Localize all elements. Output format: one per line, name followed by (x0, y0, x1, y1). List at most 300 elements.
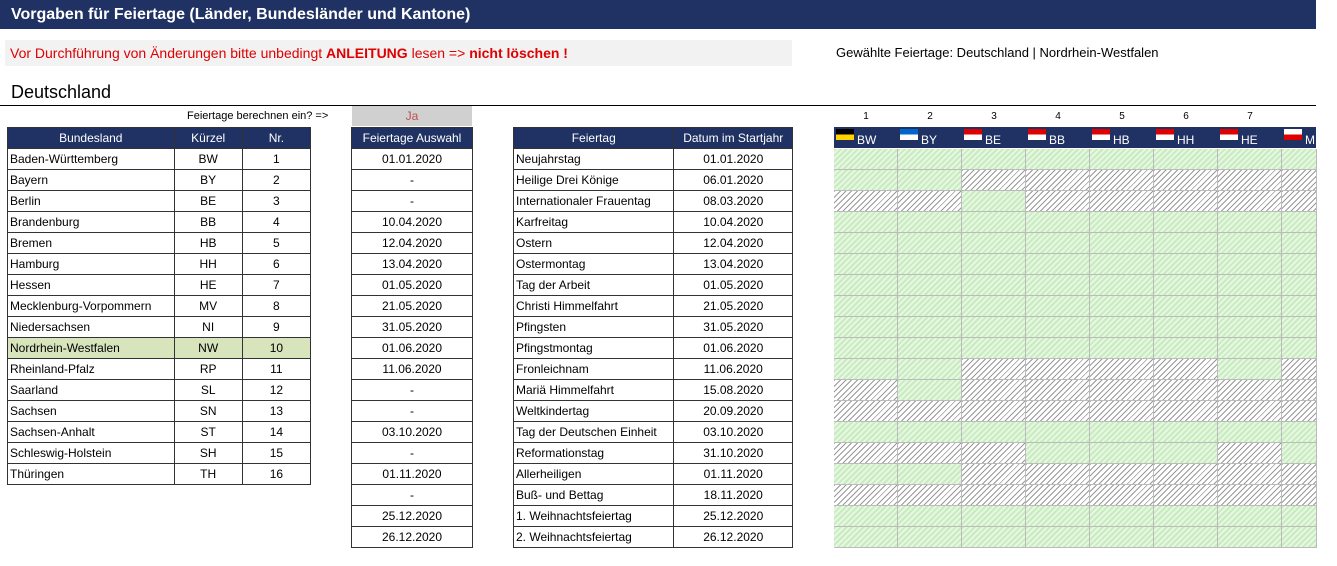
holiday-row[interactable] (514, 254, 793, 275)
matrix-col-header[interactable] (1282, 127, 1337, 148)
holiday-name[interactable]: Christi Himmelfahrt (514, 296, 674, 317)
state-row[interactable] (8, 149, 311, 170)
matrix-cell[interactable] (1090, 506, 1154, 527)
matrix-cell[interactable] (1218, 149, 1282, 170)
matrix-cell[interactable] (962, 317, 1026, 338)
matrix-cell[interactable] (1154, 212, 1218, 233)
matrix-col-header[interactable] (1218, 127, 1282, 148)
state-name[interactable]: Schleswig-Holstein (8, 443, 175, 464)
matrix-cell[interactable] (1026, 191, 1090, 212)
selection-row[interactable] (352, 506, 473, 527)
holiday-date[interactable]: 31.10.2020 (674, 443, 793, 464)
matrix-cell[interactable] (1282, 401, 1317, 422)
matrix-cell[interactable] (1218, 359, 1282, 380)
holiday-name[interactable]: Allerheiligen (514, 464, 674, 485)
matrix-cell[interactable] (962, 212, 1026, 233)
matrix-cell[interactable] (1154, 506, 1218, 527)
matrix-cell[interactable] (1026, 275, 1090, 296)
holiday-date[interactable]: 26.12.2020 (674, 527, 793, 548)
selection-row[interactable] (352, 422, 473, 443)
state-code[interactable]: ST (174, 422, 242, 443)
matrix-cell[interactable] (1218, 170, 1282, 191)
matrix-cell[interactable] (898, 149, 962, 170)
matrix-cell[interactable] (1154, 422, 1218, 443)
matrix-cell[interactable] (898, 443, 962, 464)
matrix-cell[interactable] (1218, 233, 1282, 254)
holiday-row[interactable] (514, 380, 793, 401)
selection-cell[interactable]: 26.12.2020 (352, 527, 473, 548)
matrix-cell[interactable] (834, 338, 898, 359)
selection-cell[interactable]: 10.04.2020 (352, 212, 473, 233)
matrix-cell[interactable] (1154, 170, 1218, 191)
holiday-date[interactable]: 12.04.2020 (674, 233, 793, 254)
selection-cell[interactable]: 11.06.2020 (352, 359, 473, 380)
matrix-cell[interactable] (962, 359, 1026, 380)
matrix-cell[interactable] (898, 464, 962, 485)
holiday-row[interactable] (514, 149, 793, 170)
holiday-date[interactable]: 15.08.2020 (674, 380, 793, 401)
matrix-cell[interactable] (898, 254, 962, 275)
state-nr[interactable]: 4 (242, 212, 310, 233)
matrix-cell[interactable] (1090, 443, 1154, 464)
matrix-cell[interactable] (898, 233, 962, 254)
state-nr[interactable]: 1 (242, 149, 310, 170)
selection-cell[interactable]: - (352, 485, 473, 506)
matrix-cell[interactable] (1090, 527, 1154, 548)
holiday-row[interactable] (514, 338, 793, 359)
compute-value-cell[interactable]: Ja (352, 106, 472, 126)
selection-cell[interactable]: 31.05.2020 (352, 317, 473, 338)
state-code[interactable]: BE (174, 191, 242, 212)
matrix-cell[interactable] (1154, 233, 1218, 254)
holiday-name[interactable]: Karfreitag (514, 212, 674, 233)
matrix-cell[interactable] (1090, 149, 1154, 170)
matrix-cell[interactable] (1282, 485, 1317, 506)
col-header-feiertag[interactable]: Feiertag (514, 128, 674, 149)
selection-row[interactable] (352, 149, 473, 170)
selection-row[interactable] (352, 401, 473, 422)
matrix-cell[interactable] (1282, 359, 1317, 380)
holiday-date[interactable]: 08.03.2020 (674, 191, 793, 212)
matrix-cell[interactable] (834, 149, 898, 170)
state-code[interactable]: SN (174, 401, 242, 422)
selection-cell[interactable]: - (352, 443, 473, 464)
holiday-date[interactable]: 25.12.2020 (674, 506, 793, 527)
selection-cell[interactable]: 03.10.2020 (352, 422, 473, 443)
state-name[interactable]: Bremen (8, 233, 175, 254)
matrix-cell[interactable] (1026, 527, 1090, 548)
selection-row[interactable] (352, 338, 473, 359)
selection-row[interactable] (352, 191, 473, 212)
matrix-cell[interactable] (1090, 380, 1154, 401)
matrix-cell[interactable] (1282, 443, 1317, 464)
holiday-date[interactable]: 03.10.2020 (674, 422, 793, 443)
matrix-cell[interactable] (1218, 506, 1282, 527)
holiday-row[interactable] (514, 506, 793, 527)
matrix-cell[interactable] (1282, 317, 1317, 338)
matrix-cell[interactable] (962, 275, 1026, 296)
holiday-date[interactable]: 18.11.2020 (674, 485, 793, 506)
matrix-cell[interactable] (962, 506, 1026, 527)
holiday-row[interactable] (514, 170, 793, 191)
state-name[interactable]: Saarland (8, 380, 175, 401)
holiday-name[interactable]: Heilige Drei Könige (514, 170, 674, 191)
matrix-cell[interactable] (1218, 254, 1282, 275)
holiday-name[interactable]: Pfingstmontag (514, 338, 674, 359)
matrix-cell[interactable] (898, 170, 962, 191)
matrix-cell[interactable] (1282, 254, 1317, 275)
state-nr[interactable]: 11 (242, 359, 310, 380)
matrix-cell[interactable] (898, 296, 962, 317)
matrix-cell[interactable] (1154, 527, 1218, 548)
matrix-cell[interactable] (1090, 191, 1154, 212)
holiday-row[interactable] (514, 233, 793, 254)
matrix-cell[interactable] (962, 296, 1026, 317)
matrix-cell[interactable] (962, 443, 1026, 464)
col-header-kuerzel[interactable]: Kürzel (174, 128, 242, 149)
selection-row[interactable] (352, 527, 473, 548)
selection-cell[interactable]: - (352, 170, 473, 191)
matrix-cell[interactable] (834, 254, 898, 275)
matrix-cell[interactable] (834, 422, 898, 443)
matrix-cell[interactable] (1026, 380, 1090, 401)
matrix-cell[interactable] (834, 191, 898, 212)
state-nr[interactable]: 14 (242, 422, 310, 443)
matrix-cell[interactable] (834, 296, 898, 317)
matrix-cell[interactable] (962, 485, 1026, 506)
holiday-row[interactable] (514, 401, 793, 422)
matrix-cell[interactable] (834, 317, 898, 338)
matrix-cell[interactable] (962, 401, 1026, 422)
matrix-col-header[interactable] (1026, 127, 1090, 148)
state-code[interactable]: SL (174, 380, 242, 401)
matrix-cell[interactable] (1090, 212, 1154, 233)
matrix-cell[interactable] (1282, 191, 1317, 212)
selection-row[interactable] (352, 212, 473, 233)
matrix-cell[interactable] (1218, 464, 1282, 485)
matrix-cell[interactable] (1026, 170, 1090, 191)
matrix-cell[interactable] (898, 359, 962, 380)
holiday-name[interactable]: 2. Weihnachtsfeiertag (514, 527, 674, 548)
matrix-cell[interactable] (834, 506, 898, 527)
selection-row[interactable] (352, 359, 473, 380)
selection-cell[interactable]: 01.01.2020 (352, 149, 473, 170)
matrix-cell[interactable] (1218, 485, 1282, 506)
matrix-cell[interactable] (1154, 380, 1218, 401)
selection-cell[interactable]: 13.04.2020 (352, 254, 473, 275)
matrix-cell[interactable] (898, 338, 962, 359)
matrix-cell[interactable] (962, 170, 1026, 191)
matrix-cell[interactable] (1218, 338, 1282, 359)
matrix-cell[interactable] (1026, 212, 1090, 233)
matrix-cell[interactable] (1090, 401, 1154, 422)
state-code[interactable]: BB (174, 212, 242, 233)
holiday-date[interactable]: 20.09.2020 (674, 401, 793, 422)
state-row[interactable] (8, 443, 311, 464)
selection-row[interactable] (352, 275, 473, 296)
state-nr[interactable]: 13 (242, 401, 310, 422)
selection-cell[interactable]: 01.06.2020 (352, 338, 473, 359)
matrix-cell[interactable] (898, 212, 962, 233)
matrix-cell[interactable] (1154, 191, 1218, 212)
matrix-cell[interactable] (898, 422, 962, 443)
selection-cell[interactable]: 25.12.2020 (352, 506, 473, 527)
state-row[interactable] (8, 170, 311, 191)
selection-row[interactable] (352, 485, 473, 506)
matrix-cell[interactable] (1154, 254, 1218, 275)
holiday-name[interactable]: Mariä Himmelfahrt (514, 380, 674, 401)
matrix-cell[interactable] (1026, 317, 1090, 338)
matrix-cell[interactable] (962, 149, 1026, 170)
matrix-cell[interactable] (1090, 233, 1154, 254)
matrix-cell[interactable] (1154, 485, 1218, 506)
matrix-cell[interactable] (1218, 422, 1282, 443)
matrix-cell[interactable] (1154, 359, 1218, 380)
state-code[interactable]: MV (174, 296, 242, 317)
selection-row[interactable] (352, 464, 473, 485)
state-row[interactable] (8, 338, 311, 359)
matrix-cell[interactable] (1218, 443, 1282, 464)
state-code[interactable]: SH (174, 443, 242, 464)
matrix-cell[interactable] (1154, 464, 1218, 485)
holiday-date[interactable]: 21.05.2020 (674, 296, 793, 317)
state-code[interactable]: HE (174, 275, 242, 296)
matrix-cell[interactable] (1154, 401, 1218, 422)
state-row[interactable] (8, 422, 311, 443)
holiday-name[interactable]: Ostermontag (514, 254, 674, 275)
holiday-name[interactable]: 1. Weihnachtsfeiertag (514, 506, 674, 527)
matrix-cell[interactable] (1026, 401, 1090, 422)
selection-cell[interactable]: 12.04.2020 (352, 233, 473, 254)
matrix-cell[interactable] (834, 380, 898, 401)
state-row[interactable] (8, 275, 311, 296)
state-name[interactable]: Hessen (8, 275, 175, 296)
matrix-cell[interactable] (898, 275, 962, 296)
holiday-date[interactable]: 13.04.2020 (674, 254, 793, 275)
matrix-cell[interactable] (1282, 296, 1317, 317)
matrix-col-header[interactable] (1154, 127, 1218, 148)
state-code[interactable]: HB (174, 233, 242, 254)
matrix-cell[interactable] (834, 212, 898, 233)
matrix-cell[interactable] (1218, 296, 1282, 317)
matrix-cell[interactable] (1026, 464, 1090, 485)
state-row[interactable] (8, 296, 311, 317)
col-header-nr[interactable]: Nr. (242, 128, 310, 149)
holiday-name[interactable]: Buß- und Bettag (514, 485, 674, 506)
matrix-cell[interactable] (1282, 338, 1317, 359)
matrix-cell[interactable] (1218, 380, 1282, 401)
state-code[interactable]: BY (174, 170, 242, 191)
selection-row[interactable] (352, 443, 473, 464)
state-name[interactable]: Rheinland-Pfalz (8, 359, 175, 380)
state-row[interactable] (8, 212, 311, 233)
holiday-row[interactable] (514, 359, 793, 380)
matrix-cell[interactable] (1282, 275, 1317, 296)
state-code[interactable]: NI (174, 317, 242, 338)
matrix-cell[interactable] (834, 401, 898, 422)
matrix-cell[interactable] (1282, 464, 1317, 485)
matrix-cell[interactable] (1282, 422, 1317, 443)
matrix-cell[interactable] (1026, 233, 1090, 254)
holiday-name[interactable]: Neujahrstag (514, 149, 674, 170)
state-row[interactable] (8, 191, 311, 212)
holiday-date[interactable]: 31.05.2020 (674, 317, 793, 338)
state-name[interactable]: Nordrhein-Westfalen (8, 338, 175, 359)
matrix-cell[interactable] (1154, 338, 1218, 359)
matrix-col-header[interactable] (962, 127, 1026, 148)
col-header-datum[interactable]: Datum im Startjahr (674, 128, 793, 149)
state-nr[interactable]: 3 (242, 191, 310, 212)
holiday-name[interactable]: Weltkindertag (514, 401, 674, 422)
holiday-row[interactable] (514, 296, 793, 317)
state-nr[interactable]: 6 (242, 254, 310, 275)
matrix-cell[interactable] (962, 464, 1026, 485)
holiday-name[interactable]: Internationaler Frauentag (514, 191, 674, 212)
state-nr[interactable]: 5 (242, 233, 310, 254)
matrix-cell[interactable] (1090, 254, 1154, 275)
matrix-cell[interactable] (962, 191, 1026, 212)
matrix-cell[interactable] (834, 359, 898, 380)
matrix-cell[interactable] (898, 401, 962, 422)
matrix-cell[interactable] (1282, 212, 1317, 233)
matrix-cell[interactable] (834, 527, 898, 548)
matrix-cell[interactable] (1218, 191, 1282, 212)
matrix-cell[interactable] (1218, 212, 1282, 233)
matrix-cell[interactable] (1026, 254, 1090, 275)
holiday-row[interactable] (514, 422, 793, 443)
matrix-cell[interactable] (834, 233, 898, 254)
state-code[interactable]: NW (174, 338, 242, 359)
matrix-cell[interactable] (1282, 380, 1317, 401)
matrix-cell[interactable] (1154, 149, 1218, 170)
state-nr[interactable]: 16 (242, 464, 310, 485)
state-nr[interactable]: 10 (242, 338, 310, 359)
matrix-cell[interactable] (962, 338, 1026, 359)
state-row[interactable] (8, 233, 311, 254)
holiday-date[interactable]: 01.01.2020 (674, 149, 793, 170)
matrix-cell[interactable] (898, 380, 962, 401)
matrix-cell[interactable] (1026, 149, 1090, 170)
matrix-cell[interactable] (1090, 170, 1154, 191)
state-name[interactable]: Thüringen (8, 464, 175, 485)
matrix-cell[interactable] (834, 170, 898, 191)
state-row[interactable] (8, 359, 311, 380)
matrix-cell[interactable] (962, 233, 1026, 254)
matrix-cell[interactable] (1090, 338, 1154, 359)
matrix-col-header[interactable] (834, 127, 898, 148)
matrix-cell[interactable] (1026, 506, 1090, 527)
matrix-cell[interactable] (1154, 296, 1218, 317)
matrix-cell[interactable] (898, 191, 962, 212)
matrix-cell[interactable] (1154, 275, 1218, 296)
selection-row[interactable] (352, 254, 473, 275)
matrix-cell[interactable] (1026, 422, 1090, 443)
matrix-cell[interactable] (834, 464, 898, 485)
matrix-cell[interactable] (1026, 338, 1090, 359)
matrix-cell[interactable] (834, 443, 898, 464)
state-nr[interactable]: 9 (242, 317, 310, 338)
selection-cell[interactable]: 01.11.2020 (352, 464, 473, 485)
holiday-row[interactable] (514, 212, 793, 233)
holiday-row[interactable] (514, 464, 793, 485)
state-row[interactable] (8, 401, 311, 422)
matrix-cell[interactable] (1154, 443, 1218, 464)
holiday-row[interactable] (514, 527, 793, 548)
matrix-cell[interactable] (1090, 359, 1154, 380)
state-name[interactable]: Sachsen-Anhalt (8, 422, 175, 443)
state-row[interactable] (8, 380, 311, 401)
matrix-cell[interactable] (1090, 485, 1154, 506)
holiday-name[interactable]: Pfingsten (514, 317, 674, 338)
matrix-cell[interactable] (1218, 527, 1282, 548)
matrix-cell[interactable] (962, 254, 1026, 275)
selection-row[interactable] (352, 233, 473, 254)
holiday-name[interactable]: Tag der Deutschen Einheit (514, 422, 674, 443)
holiday-name[interactable]: Fronleichnam (514, 359, 674, 380)
matrix-cell[interactable] (898, 527, 962, 548)
selection-cell[interactable]: 01.05.2020 (352, 275, 473, 296)
state-name[interactable]: Hamburg (8, 254, 175, 275)
holiday-date[interactable]: 01.11.2020 (674, 464, 793, 485)
holiday-row[interactable] (514, 275, 793, 296)
matrix-cell[interactable] (1090, 317, 1154, 338)
holiday-name[interactable]: Ostern (514, 233, 674, 254)
selection-cell[interactable]: - (352, 380, 473, 401)
state-name[interactable]: Bayern (8, 170, 175, 191)
matrix-cell[interactable] (1218, 401, 1282, 422)
matrix-cell[interactable] (1282, 149, 1317, 170)
matrix-cell[interactable] (834, 275, 898, 296)
state-name[interactable]: Berlin (8, 191, 175, 212)
state-code[interactable]: RP (174, 359, 242, 380)
matrix-cell[interactable] (1282, 170, 1317, 191)
holiday-row[interactable] (514, 443, 793, 464)
matrix-cell[interactable] (898, 506, 962, 527)
state-name[interactable]: Sachsen (8, 401, 175, 422)
matrix-cell[interactable] (962, 527, 1026, 548)
state-row[interactable] (8, 254, 311, 275)
holiday-date[interactable]: 01.06.2020 (674, 338, 793, 359)
matrix-cell[interactable] (1218, 275, 1282, 296)
state-row[interactable] (8, 464, 311, 485)
selection-cell[interactable]: 21.05.2020 (352, 296, 473, 317)
matrix-cell[interactable] (1026, 443, 1090, 464)
state-row[interactable] (8, 317, 311, 338)
selection-cell[interactable]: - (352, 401, 473, 422)
state-name[interactable]: Baden-Württemberg (8, 149, 175, 170)
holiday-row[interactable] (514, 191, 793, 212)
matrix-cell[interactable] (1090, 296, 1154, 317)
matrix-cell[interactable] (1090, 422, 1154, 443)
state-name[interactable]: Niedersachsen (8, 317, 175, 338)
state-code[interactable]: TH (174, 464, 242, 485)
state-name[interactable]: Mecklenburg-Vorpommern (8, 296, 175, 317)
selection-row[interactable] (352, 170, 473, 191)
state-nr[interactable]: 2 (242, 170, 310, 191)
matrix-cell[interactable] (1282, 527, 1317, 548)
matrix-cell[interactable] (1026, 485, 1090, 506)
state-nr[interactable]: 15 (242, 443, 310, 464)
state-nr[interactable]: 7 (242, 275, 310, 296)
selection-row[interactable] (352, 296, 473, 317)
selection-row[interactable] (352, 380, 473, 401)
matrix-cell[interactable] (1218, 317, 1282, 338)
matrix-cell[interactable] (898, 485, 962, 506)
matrix-cell[interactable] (1282, 233, 1317, 254)
matrix-cell[interactable] (1026, 296, 1090, 317)
matrix-cell[interactable] (1154, 317, 1218, 338)
holiday-date[interactable]: 06.01.2020 (674, 170, 793, 191)
